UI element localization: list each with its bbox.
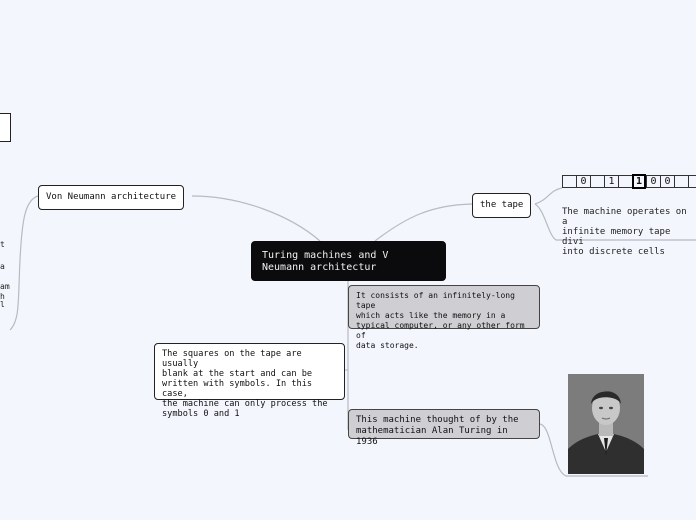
tape-node[interactable]: the tape	[472, 193, 531, 218]
cropped-text-fragment: a	[0, 262, 5, 271]
central-topic-node[interactable]: Turing machines and V Neumann architectur	[251, 241, 446, 281]
cropped-text-fragment: h	[0, 292, 5, 301]
tape-description: The machine operates on a infinite memory tape divi into discrete cells	[562, 207, 687, 257]
turing-note[interactable]: This machine thought of by the mathematician Alan Turing in 1936	[348, 409, 540, 439]
infinite-tape-note[interactable]: It consists of an infinitely-long tape which acts like the memory in a typical computer, or any other form of data storage.	[348, 285, 540, 329]
tape-cell	[674, 175, 688, 188]
connector-vonneumann-left	[10, 196, 38, 330]
tape-cell: 0	[576, 175, 590, 188]
alan-turing-photo	[568, 374, 644, 474]
tape-cell	[688, 175, 696, 188]
cropped-text-fragment: t	[0, 240, 5, 249]
tape-cell	[590, 175, 604, 188]
cropped-text-fragment: l	[0, 300, 5, 309]
portrait-illustration	[568, 374, 644, 474]
tape-cell: 0	[646, 175, 660, 188]
tape-head-cell: 1	[632, 174, 646, 189]
tape-cell: 0	[660, 175, 674, 188]
von-neumann-node[interactable]: Von Neumann architecture	[38, 185, 184, 210]
connector-central-vonneumann	[192, 196, 320, 241]
cropped-text-fragment: am	[0, 282, 10, 291]
offscreen-node-fragment	[0, 113, 11, 142]
squares-note[interactable]: The squares on the tape are usually blank at the start and can be written with symbols. In this case, the machine can only process the symbols 0 and 1	[154, 343, 345, 400]
tape-strip	[562, 175, 696, 190]
tape-cell	[618, 175, 632, 188]
tape-cell	[562, 175, 576, 188]
connector-tape-branch	[535, 188, 562, 204]
connector-central-tape	[375, 204, 472, 241]
tape-cell: 1	[604, 175, 618, 188]
